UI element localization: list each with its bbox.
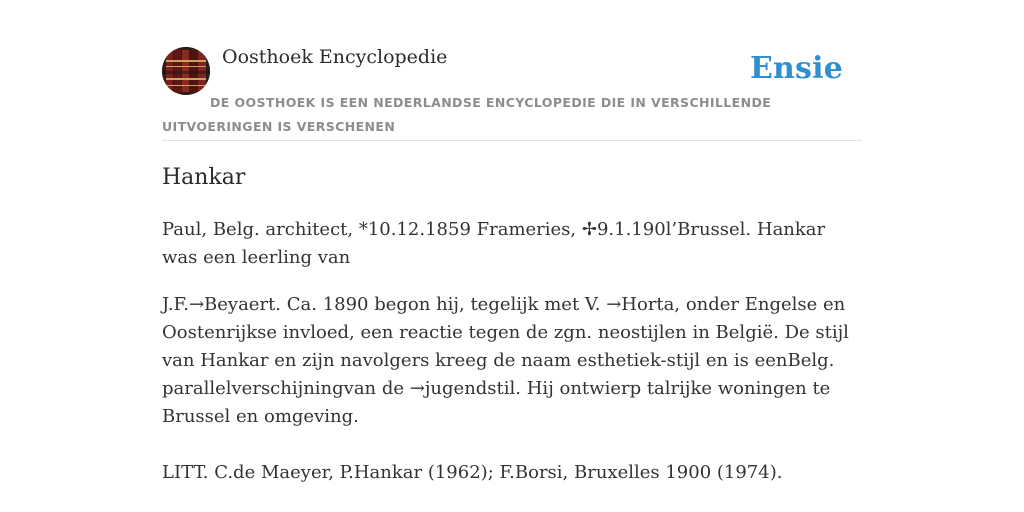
article-paragraph-1: Paul, Belg. architect, *10.12.1859 Frameries, ✢9.1.190l’Brussel. Hankar was een leerling van (162, 219, 826, 268)
book-spines-icon[interactable] (162, 47, 210, 95)
site-header (162, 46, 862, 141)
article-title: Hankar (162, 165, 246, 190)
article (162, 162, 862, 483)
site-tagline: DE OOSTHOEK IS EEN NEDERLANDSE ENCYCLOPEDIE DIE IN VERSCHILLENDE UITVOERINGEN IS VERSCHENEN (162, 95, 772, 134)
ensie-logo-link[interactable]: Ensie (749, 51, 843, 86)
article-references: LITT. C.de Maeyer, P.Hankar (1962); F.Borsi, Bruxelles 1900 (1974). (162, 462, 783, 483)
site-name[interactable]: Oosthoek Encyclopedie (222, 46, 448, 68)
article-paragraph-2: J.F.→Beyaert. Ca. 1890 begon hij, tegelijk met V. →Horta, onder Engelse en Oostenrijkse invloed, een reactie tegen de zgn. neostijlen in België. De stijl van Hankar en zijn navolgers kreeg de naam esthetiek-stijl en is eenBelg. parallelverschijningvan de →jugendstil. Hij ontwierp talrijke woningen te Brussel en omgeving. (162, 294, 849, 427)
